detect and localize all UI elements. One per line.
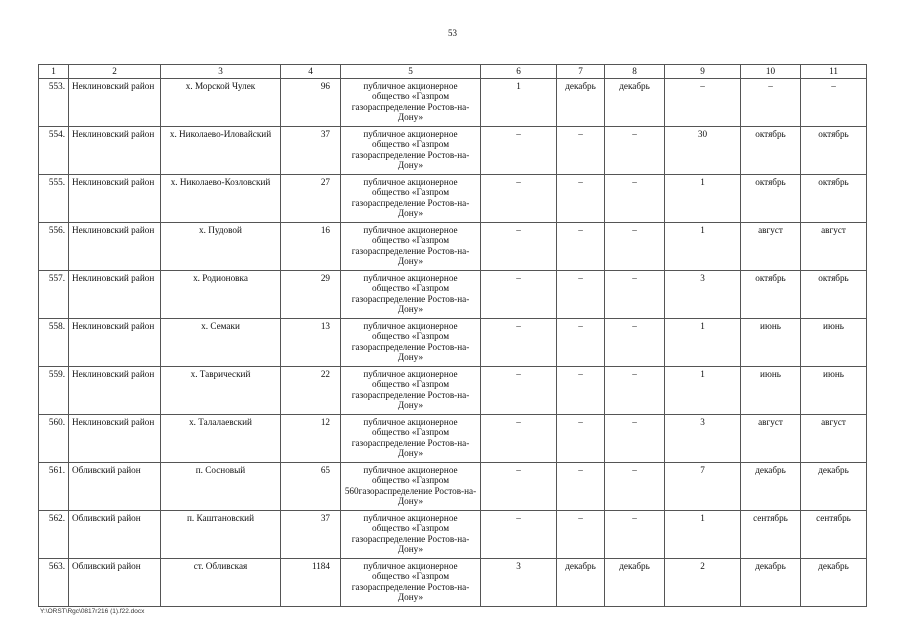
cell-col-10: август bbox=[741, 415, 801, 463]
cell-col-8: декабрь bbox=[605, 79, 665, 127]
cell-settlement: х. Родионовка bbox=[161, 271, 281, 319]
cell-count: 16 bbox=[281, 223, 341, 271]
data-table bbox=[38, 64, 867, 607]
cell-row-number: 563. bbox=[39, 559, 69, 607]
cell-col-11: август bbox=[801, 223, 867, 271]
cell-row-number: 554. bbox=[39, 127, 69, 175]
cell-col-10: декабрь bbox=[741, 463, 801, 511]
cell-col-10: октябрь bbox=[741, 175, 801, 223]
cell-col-7: – bbox=[557, 511, 605, 559]
cell-col-6: – bbox=[481, 223, 557, 271]
cell-row-number: 562. bbox=[39, 511, 69, 559]
cell-settlement: х. Талалаевский bbox=[161, 415, 281, 463]
cell-col-6: 3 bbox=[481, 559, 557, 607]
cell-count: 29 bbox=[281, 271, 341, 319]
table-row bbox=[39, 271, 867, 319]
cell-count: 1184 bbox=[281, 559, 341, 607]
cell-row-number: 558. bbox=[39, 319, 69, 367]
cell-col-6: – bbox=[481, 127, 557, 175]
cell-row-number: 556. bbox=[39, 223, 69, 271]
cell-col-10: июнь bbox=[741, 319, 801, 367]
cell-district: Обливский район bbox=[69, 463, 161, 511]
cell-row-number: 559. bbox=[39, 367, 69, 415]
cell-col-7: – bbox=[557, 319, 605, 367]
column-header: 1 bbox=[39, 65, 69, 79]
cell-district: Неклиновский район bbox=[69, 223, 161, 271]
cell-organization: публичное акционерное общество «Газпром газораспределение Ростов-на-Дону» bbox=[341, 559, 481, 607]
cell-organization: публичное акционерное общество «Газпром 560газораспределение Ростов-на-Дону» bbox=[341, 463, 481, 511]
cell-col-9: 1 bbox=[665, 223, 741, 271]
cell-settlement: х. Таврический bbox=[161, 367, 281, 415]
cell-organization: публичное акционерное общество «Газпром газораспределение Ростов-на-Дону» bbox=[341, 415, 481, 463]
cell-col-7: – bbox=[557, 415, 605, 463]
cell-col-8: – bbox=[605, 223, 665, 271]
cell-col-11: декабрь bbox=[801, 463, 867, 511]
cell-settlement: х. Пудовой bbox=[161, 223, 281, 271]
cell-row-number: 560. bbox=[39, 415, 69, 463]
cell-col-11: июнь bbox=[801, 367, 867, 415]
cell-organization: публичное акционерное общество «Газпром газораспределение Ростов-на-Дону» bbox=[341, 367, 481, 415]
table-row bbox=[39, 367, 867, 415]
cell-col-8: – bbox=[605, 415, 665, 463]
cell-row-number: 553. bbox=[39, 79, 69, 127]
cell-col-6: – bbox=[481, 271, 557, 319]
cell-col-8: – bbox=[605, 175, 665, 223]
cell-col-6: – bbox=[481, 367, 557, 415]
cell-organization: публичное акционерное общество «Газпром газораспределение Ростов-на-Дону» bbox=[341, 319, 481, 367]
cell-count: 65 bbox=[281, 463, 341, 511]
cell-col-10: сентябрь bbox=[741, 511, 801, 559]
column-header: 6 bbox=[481, 65, 557, 79]
cell-settlement: х. Николаево-Козловский bbox=[161, 175, 281, 223]
cell-col-9: 1 bbox=[665, 175, 741, 223]
cell-settlement: х. Морской Чулек bbox=[161, 79, 281, 127]
cell-col-11: декабрь bbox=[801, 559, 867, 607]
cell-col-7: декабрь bbox=[557, 79, 605, 127]
cell-district: Неклиновский район bbox=[69, 127, 161, 175]
cell-col-9: 1 bbox=[665, 367, 741, 415]
cell-col-9: 1 bbox=[665, 319, 741, 367]
cell-col-7: – bbox=[557, 127, 605, 175]
cell-row-number: 561. bbox=[39, 463, 69, 511]
column-header: 11 bbox=[801, 65, 867, 79]
cell-col-9: 2 bbox=[665, 559, 741, 607]
cell-col-8: – bbox=[605, 127, 665, 175]
cell-col-10: октябрь bbox=[741, 127, 801, 175]
cell-col-11: октябрь bbox=[801, 271, 867, 319]
cell-col-7: – bbox=[557, 367, 605, 415]
cell-organization: публичное акционерное общество «Газпром газораспределение Ростов-на-Дону» bbox=[341, 127, 481, 175]
table-header bbox=[39, 65, 867, 79]
cell-col-6: – bbox=[481, 463, 557, 511]
cell-district: Неклиновский район bbox=[69, 415, 161, 463]
cell-count: 12 bbox=[281, 415, 341, 463]
column-header: 5 bbox=[341, 65, 481, 79]
cell-col-9: 1 bbox=[665, 511, 741, 559]
cell-count: 27 bbox=[281, 175, 341, 223]
cell-col-10: август bbox=[741, 223, 801, 271]
cell-district: Неклиновский район bbox=[69, 271, 161, 319]
cell-col-9: 30 bbox=[665, 127, 741, 175]
table-row bbox=[39, 79, 867, 127]
cell-col-11: сентябрь bbox=[801, 511, 867, 559]
cell-col-6: – bbox=[481, 319, 557, 367]
table-row bbox=[39, 463, 867, 511]
cell-col-7: – bbox=[557, 223, 605, 271]
cell-col-8: – bbox=[605, 271, 665, 319]
cell-col-11: август bbox=[801, 415, 867, 463]
cell-col-7: – bbox=[557, 271, 605, 319]
page-number: 53 bbox=[448, 28, 457, 38]
table-row bbox=[39, 415, 867, 463]
cell-col-11: октябрь bbox=[801, 175, 867, 223]
header-row bbox=[39, 65, 867, 79]
cell-settlement: ст. Обливская bbox=[161, 559, 281, 607]
cell-organization: публичное акционерное общество «Газпром газораспределение Ростов-на-Дону» bbox=[341, 511, 481, 559]
column-header: 4 bbox=[281, 65, 341, 79]
cell-settlement: х. Семаки bbox=[161, 319, 281, 367]
column-header: 2 bbox=[69, 65, 161, 79]
cell-count: 13 bbox=[281, 319, 341, 367]
cell-col-10: июнь bbox=[741, 367, 801, 415]
cell-col-7: – bbox=[557, 463, 605, 511]
cell-district: Неклиновский район bbox=[69, 367, 161, 415]
cell-district: Неклиновский район bbox=[69, 319, 161, 367]
cell-col-8: декабрь bbox=[605, 559, 665, 607]
cell-col-6: 1 bbox=[481, 79, 557, 127]
cell-col-7: декабрь bbox=[557, 559, 605, 607]
cell-district: Обливский район bbox=[69, 559, 161, 607]
cell-col-8: – bbox=[605, 367, 665, 415]
cell-col-10: октябрь bbox=[741, 271, 801, 319]
table-row bbox=[39, 319, 867, 367]
table-row bbox=[39, 175, 867, 223]
cell-settlement: п. Сосновый bbox=[161, 463, 281, 511]
cell-district: Неклиновский район bbox=[69, 79, 161, 127]
cell-col-8: – bbox=[605, 463, 665, 511]
table-row bbox=[39, 223, 867, 271]
column-header: 9 bbox=[665, 65, 741, 79]
cell-district: Обливский район bbox=[69, 511, 161, 559]
cell-col-6: – bbox=[481, 511, 557, 559]
cell-organization: публичное акционерное общество «Газпром газораспределение Ростов-на-Дону» bbox=[341, 223, 481, 271]
table-row bbox=[39, 127, 867, 175]
column-header: 3 bbox=[161, 65, 281, 79]
table-row bbox=[39, 559, 867, 607]
cell-col-10: – bbox=[741, 79, 801, 127]
cell-organization: публичное акционерное общество «Газпром газораспределение Ростов-на-Дону» bbox=[341, 271, 481, 319]
cell-col-11: – bbox=[801, 79, 867, 127]
column-header: 7 bbox=[557, 65, 605, 79]
cell-col-10: декабрь bbox=[741, 559, 801, 607]
cell-row-number: 557. bbox=[39, 271, 69, 319]
cell-district: Неклиновский район bbox=[69, 175, 161, 223]
table-body bbox=[39, 79, 867, 607]
cell-col-11: июнь bbox=[801, 319, 867, 367]
cell-count: 37 bbox=[281, 511, 341, 559]
cell-col-9: 3 bbox=[665, 271, 741, 319]
cell-col-9: 3 bbox=[665, 415, 741, 463]
cell-col-8: – bbox=[605, 511, 665, 559]
cell-organization: публичное акционерное общество «Газпром газораспределение Ростов-на-Дону» bbox=[341, 175, 481, 223]
document-path: Y:\ORST\Rgc\0817r216 (1).f22.docx bbox=[40, 608, 145, 615]
cell-settlement: п. Каштановский bbox=[161, 511, 281, 559]
column-header: 10 bbox=[741, 65, 801, 79]
cell-col-6: – bbox=[481, 175, 557, 223]
cell-row-number: 555. bbox=[39, 175, 69, 223]
column-header: 8 bbox=[605, 65, 665, 79]
cell-col-7: – bbox=[557, 175, 605, 223]
cell-organization: публичное акционерное общество «Газпром газораспределение Ростов-на-Дону» bbox=[341, 79, 481, 127]
cell-settlement: х. Николаево-Иловайский bbox=[161, 127, 281, 175]
table-row bbox=[39, 511, 867, 559]
cell-count: 22 bbox=[281, 367, 341, 415]
cell-col-8: – bbox=[605, 319, 665, 367]
cell-count: 96 bbox=[281, 79, 341, 127]
cell-col-9: 7 bbox=[665, 463, 741, 511]
cell-count: 37 bbox=[281, 127, 341, 175]
cell-col-9: – bbox=[665, 79, 741, 127]
cell-col-6: – bbox=[481, 415, 557, 463]
cell-col-11: октябрь bbox=[801, 127, 867, 175]
